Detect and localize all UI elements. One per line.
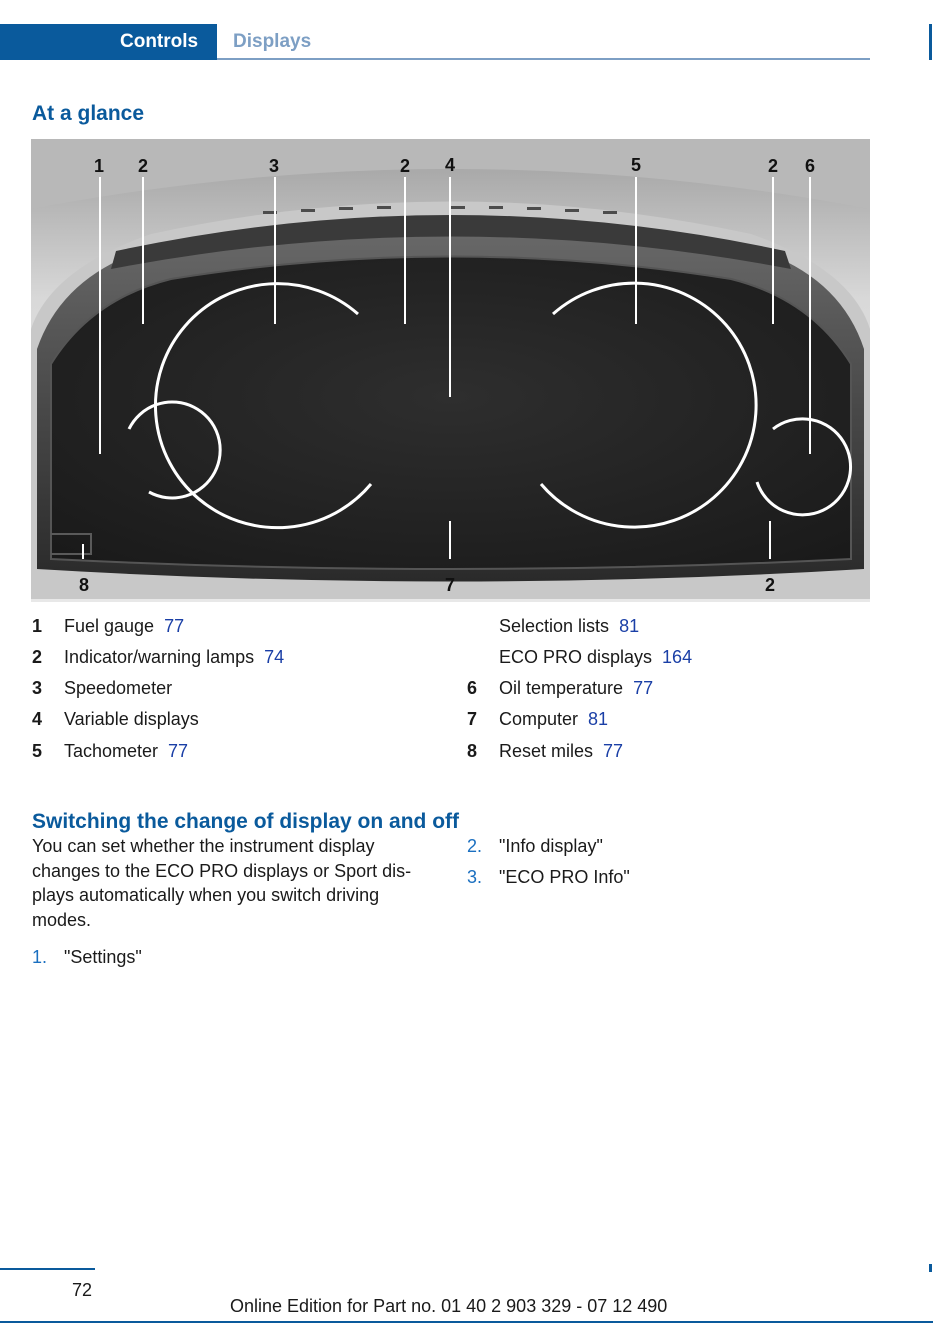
callout-4: 4 xyxy=(444,155,456,175)
header-tab-displays[interactable]: Displays xyxy=(233,31,312,52)
thumb-index-mark-bottom xyxy=(929,1264,932,1272)
page-ref-link[interactable]: 164 xyxy=(662,647,693,667)
callout-2d: 2 xyxy=(764,575,776,595)
body-paragraph: You can set whether the instrument display changes to the ECO PRO displays or Sport dis-plays automatically when you switch driving modes. xyxy=(32,836,412,930)
callout-7: 7 xyxy=(444,575,456,595)
callout-1: 1 xyxy=(93,156,105,176)
page-ref-link[interactable]: 77 xyxy=(633,678,654,698)
callout-2b: 2 xyxy=(399,156,411,176)
instrument-cluster-illustration xyxy=(31,139,870,602)
header-tab-controls[interactable]: Controls xyxy=(120,31,199,52)
callout-5: 5 xyxy=(630,155,642,175)
page-ref-link[interactable]: 77 xyxy=(164,616,185,636)
header-divider xyxy=(217,58,870,60)
footer-divider xyxy=(0,1268,95,1270)
callout-3: 3 xyxy=(268,156,280,176)
section-title: At a glance xyxy=(32,102,145,125)
subsection-title: Switching the change of display on and off xyxy=(32,810,460,833)
edition-note: Online Edition for Part no. 01 40 2 903 329 - 07 12 490 xyxy=(230,1296,668,1316)
page-ref-link[interactable]: 77 xyxy=(168,741,189,761)
instrument-cluster-figure xyxy=(31,139,870,602)
callout-6: 6 xyxy=(804,156,816,176)
thumb-index-mark xyxy=(929,24,932,60)
page-ref-link[interactable]: 77 xyxy=(603,741,624,761)
page-number: 72 xyxy=(72,1280,93,1300)
page-ref-link[interactable]: 74 xyxy=(264,647,285,667)
bottom-divider xyxy=(0,1321,933,1323)
callout-2c: 2 xyxy=(767,156,779,176)
page-ref-link[interactable]: 81 xyxy=(588,709,609,729)
callout-8: 8 xyxy=(78,575,90,595)
callout-2a: 2 xyxy=(137,156,149,176)
page-ref-link[interactable]: 81 xyxy=(619,616,640,636)
